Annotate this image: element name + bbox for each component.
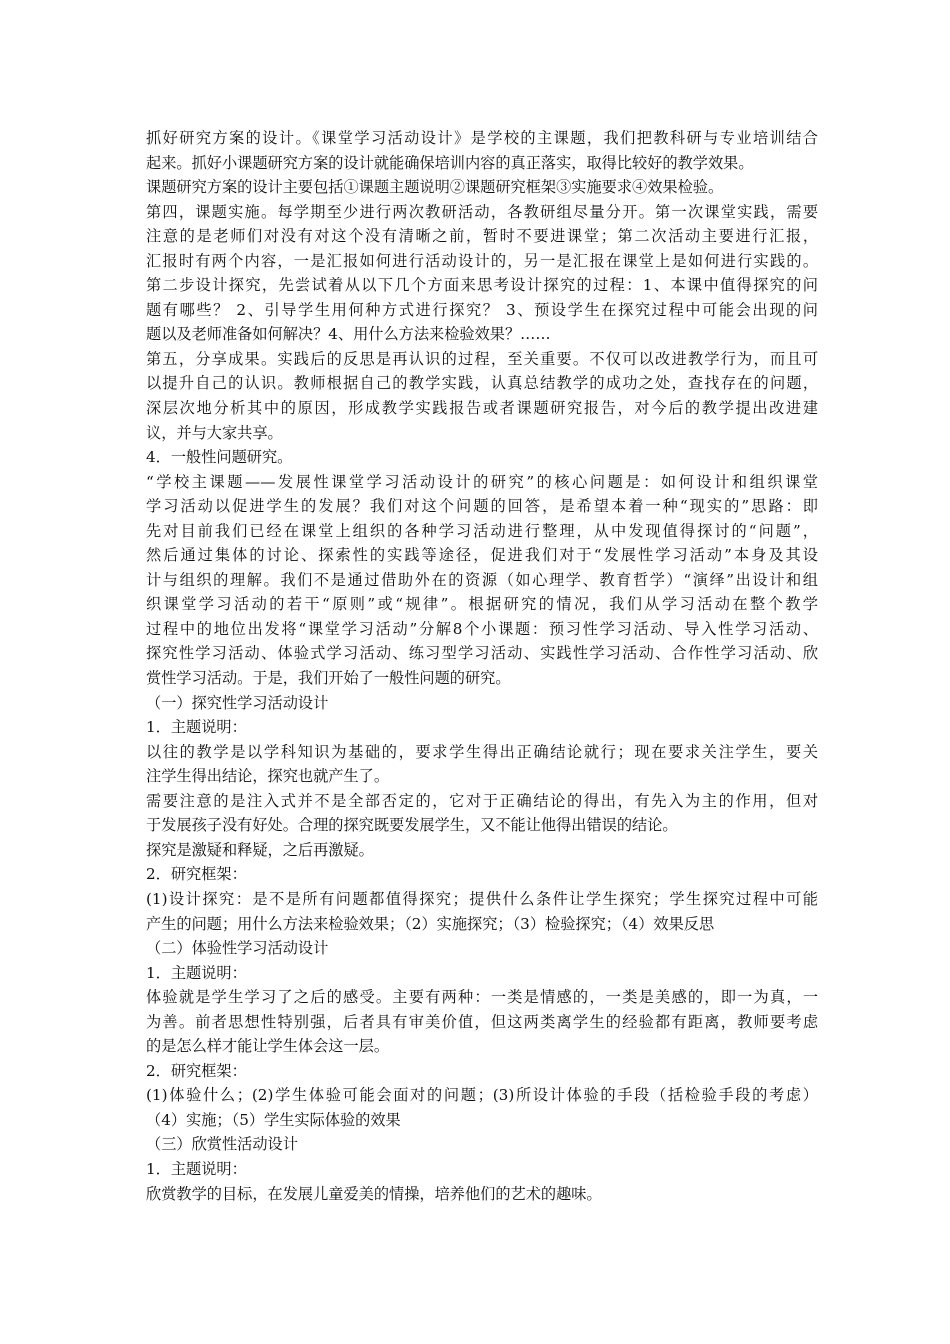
text-line: 学习活动以促进学生的发展？我们对这个问题的回答，是希望本着一种“现实的”思路：即 bbox=[146, 497, 818, 516]
text-line: 计与组织的理解。我们不是通过借助外在的资源（如心理学、教育哲学）“演绎”出设计和组 bbox=[146, 570, 818, 589]
text-line: 注意的是老师们对没有对这个没有清晰之前，暂时不要进课堂；第二次活动主要进行汇报， bbox=[146, 227, 818, 246]
text-line: 织课堂学习活动的若干“原则”或“规律”。根据研究的情况，我们从学习活动在整个教学 bbox=[146, 595, 818, 614]
text-line: 探究性学习活动、体验式学习活动、练习型学习活动、实践性学习活动、合作性学习活动、欣 bbox=[146, 644, 818, 663]
text-line: 题以及老师准备如何解决？4、用什么方法来检验效果？…… bbox=[146, 325, 551, 344]
text-line: 探究是激疑和释疑，之后再激疑。 bbox=[146, 840, 374, 859]
text-line: （二）体验性学习活动设计 bbox=[146, 939, 329, 958]
text-line: 的是怎么样才能让学生体会这一层。 bbox=[146, 1037, 389, 1056]
text-line: 4．一般性问题研究。 bbox=[146, 448, 293, 467]
text-line: （4）实施；（5）学生实际体验的效果 bbox=[146, 1110, 401, 1129]
text-line: (1)设计探究：是不是所有问题都值得探究；提供什么条件让学生探究；学生探究过程中可能 bbox=[146, 889, 818, 908]
text-line: 抓好研究方案的设计。《课堂学习活动设计》是学校的主课题，我们把教科研与专业培训结合 bbox=[146, 129, 818, 147]
text-line: 议，并与大家共享。 bbox=[146, 423, 283, 442]
text-line: “学校主课题——发展性课堂学习活动设计的研究”的核心问题是：如何设计和组织课堂 bbox=[146, 472, 818, 491]
text-line: （三）欣赏性活动设计 bbox=[146, 1135, 298, 1154]
text-line: 以往的教学是以学科知识为基础的，要求学生得出正确结论就行；现在要求关注学生，要关 bbox=[146, 742, 818, 761]
text-line: （一）探究性学习活动设计 bbox=[146, 693, 329, 712]
text-line: 第二步设计探究，先尝试着从以下几个方面来思考设计探究的过程：1、本课中值得探究的问 bbox=[146, 276, 818, 295]
text-line: 1．主题说明： bbox=[146, 963, 247, 982]
text-line: 题有哪些？ 2、引导学生用何种方式进行探究？ 3、预设学生在探究过程中可能会出现的问 bbox=[146, 300, 818, 319]
text-line: 起来。抓好小课题研究方案的设计就能确保培训内容的真正落实，取得比较好的教学效果。 bbox=[146, 153, 754, 172]
text-line: 第五，分享成果。实践后的反思是再认识的过程，至关重要。不仅可以改进教学行为，而且可 bbox=[146, 349, 818, 368]
text-line: 欣赏教学的目标，在发展儿童爱美的情操，培养他们的艺术的趣味。 bbox=[146, 1184, 602, 1203]
document-page bbox=[146, 126, 818, 1206]
text-line: 需要注意的是注入式并不是全部否定的，它对于正确结论的得出，有先入为主的作用，但对 bbox=[146, 791, 818, 810]
text-line: 然后通过集体的讨论、探索性的实践等途径，促进我们对于“发展性学习活动”本身及其设 bbox=[146, 546, 818, 565]
text-line: 2．研究框架： bbox=[146, 1061, 247, 1080]
text-line: 注学生得出结论，探究也就产生了。 bbox=[146, 767, 389, 786]
text-line: 过程中的地位出发将“课堂学习活动”分解8个小课题：预习性学习活动、导入性学习活动、 bbox=[146, 619, 818, 638]
text-line: 汇报时有两个内容，一是汇报如何进行活动设计的，另一是汇报在课堂上是如何进行实践的。 bbox=[146, 251, 818, 270]
text-line: 为善。前者思想性特别强，后者具有审美价值，但这两类离学生的经验都有距离，教师要考虑 bbox=[146, 1012, 818, 1031]
text-line: 赏性学习活动。于是，我们开始了一般性问题的研究。 bbox=[146, 669, 511, 688]
text-line: 1．主题说明： bbox=[146, 1159, 247, 1178]
text-line: 1．主题说明： bbox=[146, 718, 247, 737]
text-line: 先对目前我们已经在课堂上组织的各种学习活动进行整理，从中发现值得探讨的“问题”， bbox=[146, 521, 818, 540]
text-line: 于发展孩子没有好处。合理的探究既要发展学生，又不能让他得出错误的结论。 bbox=[146, 816, 678, 835]
text-line: 深层次地分析其中的原因，形成教学实践报告或者课题研究报告，对今后的教学提出改进建 bbox=[146, 399, 818, 418]
text-line: 第四，课题实施。每学期至少进行两次教研活动，各教研组尽量分开。第一次课堂实践，需要 bbox=[146, 202, 818, 221]
text-line: 体验就是学生学习了之后的感受。主要有两种：一类是情感的，一类是美感的，即一为真，一 bbox=[146, 988, 818, 1007]
text-line: 产生的问题；用什么方法来检验效果；（2）实施探究；（3）检验探究；（4）效果反思 bbox=[146, 914, 715, 933]
text-line: 课题研究方案的设计主要包括①课题主题说明②课题研究框架③实施要求④效果检验。 bbox=[146, 178, 724, 197]
text-line: (1)体验什么；(2)学生体验可能会面对的问题；(3)所设计体验的手段（括检验手段的考虑） bbox=[146, 1086, 818, 1105]
text-line: 2．研究框架： bbox=[146, 865, 247, 884]
text-line: 以提升自己的认识。教师根据自己的教学实践，认真总结教学的成功之处，查找存在的问题， bbox=[146, 374, 818, 393]
